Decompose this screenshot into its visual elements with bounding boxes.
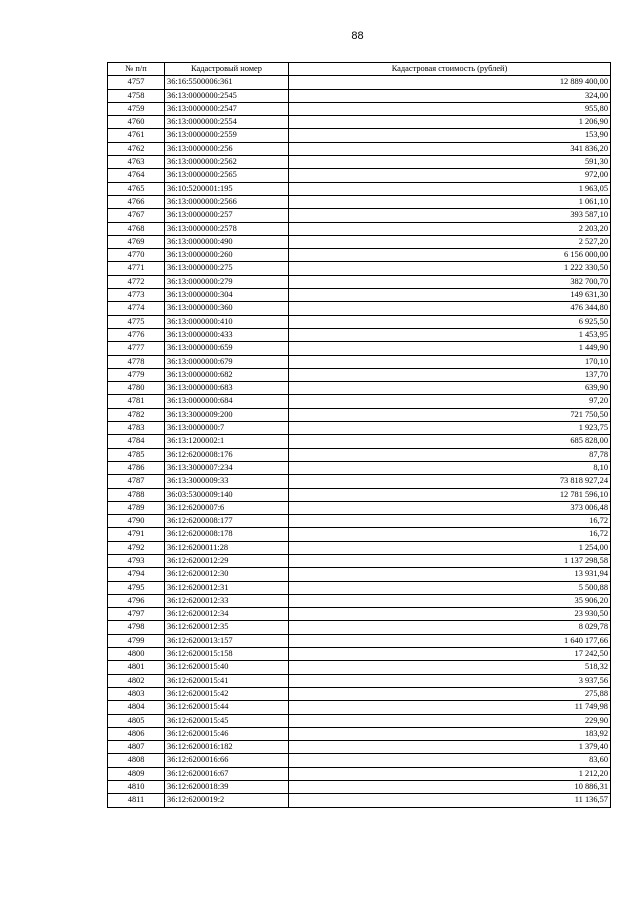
cadastral-value-cell: 10 886,31: [289, 781, 611, 794]
row-number-cell: 4764: [108, 169, 165, 182]
table-row: [108, 608, 611, 621]
cadastral-number-cell: 36:03:5300009:140: [165, 488, 289, 501]
table-row: [108, 368, 611, 381]
cadastral-number-cell: 36:13:0000000:2559: [165, 129, 289, 142]
row-number-cell: 4797: [108, 608, 165, 621]
cadastral-number-cell: 36:13:0000000:679: [165, 355, 289, 368]
cadastral-value-cell: 1 137 298,58: [289, 554, 611, 567]
row-number-cell: 4804: [108, 701, 165, 714]
cadastral-value-cell: 11 749,98: [289, 701, 611, 714]
cadastral-value-cell: 1 453,95: [289, 328, 611, 341]
table-row: [108, 249, 611, 262]
cadastral-value-cell: 639,90: [289, 382, 611, 395]
row-number-cell: 4799: [108, 634, 165, 647]
row-number-cell: 4807: [108, 741, 165, 754]
cadastral-value-cell: 955,80: [289, 102, 611, 115]
table-row: [108, 701, 611, 714]
row-number-cell: 4790: [108, 515, 165, 528]
table-row: [108, 222, 611, 235]
row-number-cell: 4796: [108, 594, 165, 607]
table-row: [108, 289, 611, 302]
cadastral-value-cell: 721 750,50: [289, 408, 611, 421]
row-number-cell: 4781: [108, 395, 165, 408]
cadastral-value-cell: 16,72: [289, 528, 611, 541]
cadastral-value-cell: 6 925,50: [289, 315, 611, 328]
row-number-cell: 4767: [108, 209, 165, 222]
table-row: [108, 714, 611, 727]
table-row: [108, 395, 611, 408]
cadastral-number-cell: 36:13:0000000:2545: [165, 89, 289, 102]
cadastral-number-cell: 36:13:0000000:490: [165, 235, 289, 248]
cadastral-number-cell: 36:12:6200019:2: [165, 794, 289, 807]
cadastral-number-cell: 36:13:0000000:682: [165, 368, 289, 381]
table-row: [108, 182, 611, 195]
cadastral-number-cell: 36:13:0000000:659: [165, 342, 289, 355]
table-row: [108, 767, 611, 780]
cadastral-value-cell: 16,72: [289, 515, 611, 528]
cadastral-value-cell: 1 923,75: [289, 422, 611, 435]
row-number-cell: 4805: [108, 714, 165, 727]
row-number-cell: 4779: [108, 368, 165, 381]
row-number-cell: 4801: [108, 661, 165, 674]
table-row: [108, 594, 611, 607]
cadastral-number-cell: 36:13:0000000:2566: [165, 195, 289, 208]
table-row: [108, 475, 611, 488]
cadastral-number-cell: 36:12:6200016:182: [165, 741, 289, 754]
cadastral-number-cell: 36:12:6200008:178: [165, 528, 289, 541]
cadastral-number-cell: 36:12:6200016:67: [165, 767, 289, 780]
table-row: [108, 794, 611, 807]
table-row: [108, 102, 611, 115]
table-row: [108, 461, 611, 474]
row-number-cell: 4810: [108, 781, 165, 794]
cadastral-number-cell: 36:13:0000000:275: [165, 262, 289, 275]
row-number-cell: 4762: [108, 142, 165, 155]
table-row: [108, 515, 611, 528]
table-row: [108, 422, 611, 435]
cadastral-value-cell: 83,60: [289, 754, 611, 767]
cadastral-number-cell: 36:16:5500006:361: [165, 76, 289, 89]
table-row: [108, 342, 611, 355]
cadastral-number-cell: 36:13:3000009:200: [165, 408, 289, 421]
table-row: [108, 621, 611, 634]
row-number-cell: 4792: [108, 541, 165, 554]
cadastral-value-cell: 1 222 330,50: [289, 262, 611, 275]
table-row: [108, 315, 611, 328]
table-row: [108, 648, 611, 661]
cadastral-value-cell: 35 906,20: [289, 594, 611, 607]
cadastral-number-cell: 36:13:0000000:2562: [165, 156, 289, 169]
table-row: [108, 634, 611, 647]
row-number-cell: 4811: [108, 794, 165, 807]
cadastral-number-cell: 36:12:6200007:6: [165, 501, 289, 514]
table-row: [108, 741, 611, 754]
table-header-row: [108, 63, 611, 76]
cadastral-value-cell: 1 061,10: [289, 195, 611, 208]
table-row: [108, 528, 611, 541]
cadastral-value-cell: 137,70: [289, 368, 611, 381]
cadastral-value-cell: 23 930,50: [289, 608, 611, 621]
row-number-cell: 4760: [108, 116, 165, 129]
cadastral-value-cell: 97,20: [289, 395, 611, 408]
table-row: [108, 488, 611, 501]
cadastral-value-cell: 1 212,20: [289, 767, 611, 780]
table-row: [108, 581, 611, 594]
table-row: [108, 275, 611, 288]
cadastral-value-cell: 324,00: [289, 89, 611, 102]
table-row: [108, 674, 611, 687]
cadastral-number-cell: 36:13:0000000:410: [165, 315, 289, 328]
cadastral-value-cell: 373 006,48: [289, 501, 611, 514]
cadastral-value-cell: 591,30: [289, 156, 611, 169]
cadastral-number-cell: 36:12:6200015:45: [165, 714, 289, 727]
cadastral-number-cell: 36:13:0000000:360: [165, 302, 289, 315]
row-number-cell: 4774: [108, 302, 165, 315]
row-number-cell: 4773: [108, 289, 165, 302]
row-number-cell: 4802: [108, 674, 165, 687]
cadastral-value-cell: 341 836,20: [289, 142, 611, 155]
page-number: 88: [351, 30, 364, 42]
row-number-cell: 4765: [108, 182, 165, 195]
cadastral-value-cell: 382 700,70: [289, 275, 611, 288]
cadastral-number-cell: 36:12:6200015:42: [165, 687, 289, 700]
cadastral-number-cell: 36:12:6200015:40: [165, 661, 289, 674]
table-row: [108, 355, 611, 368]
cadastral-value-cell: 13 931,94: [289, 568, 611, 581]
cadastral-value-cell: 8,10: [289, 461, 611, 474]
cadastral-value-cell: 1 254,00: [289, 541, 611, 554]
row-number-cell: 4808: [108, 754, 165, 767]
cadastral-value-cell: 275,88: [289, 687, 611, 700]
cadastral-number-cell: 36:13:0000000:260: [165, 249, 289, 262]
cadastral-value-cell: 685 828,00: [289, 435, 611, 448]
table-row: [108, 235, 611, 248]
table-row: [108, 754, 611, 767]
cadastral-number-cell: 36:12:6200016:66: [165, 754, 289, 767]
cadastral-number-cell: 36:13:0000000:279: [165, 275, 289, 288]
cadastral-value-cell: 1 449,90: [289, 342, 611, 355]
cadastral-number-cell: 36:13:3000007:234: [165, 461, 289, 474]
row-number-cell: 4757: [108, 76, 165, 89]
row-number-cell: 4768: [108, 222, 165, 235]
cadastral-value-cell: 12 889 400,00: [289, 76, 611, 89]
cadastral-number-cell: 36:13:0000000:683: [165, 382, 289, 395]
row-number-cell: 4785: [108, 448, 165, 461]
cadastral-value-cell: 12 781 596,10: [289, 488, 611, 501]
cadastral-number-cell: 36:12:6200015:46: [165, 727, 289, 740]
row-number-cell: 4787: [108, 475, 165, 488]
cadastral-number-cell: 36:13:0000000:2565: [165, 169, 289, 182]
cadastral-value-cell: 518,32: [289, 661, 611, 674]
table-row: [108, 328, 611, 341]
table-row: [108, 541, 611, 554]
row-number-cell: 4780: [108, 382, 165, 395]
table-row: [108, 116, 611, 129]
cadastral-number-cell: 36:13:0000000:2547: [165, 102, 289, 115]
row-number-cell: 4800: [108, 648, 165, 661]
table-row: [108, 129, 611, 142]
cadastral-value-cell: 1 206,90: [289, 116, 611, 129]
cadastral-number-cell: 36:12:6200015:41: [165, 674, 289, 687]
cadastral-number-cell: 36:12:6200012:29: [165, 554, 289, 567]
table-row: [108, 408, 611, 421]
cadastral-value-cell: 1 963,05: [289, 182, 611, 195]
row-number-cell: 4777: [108, 342, 165, 355]
table-row: [108, 568, 611, 581]
cadastral-value-cell: 2 203,20: [289, 222, 611, 235]
cadastral-number-cell: 36:12:6200012:34: [165, 608, 289, 621]
cadastral-value-cell: 11 136,57: [289, 794, 611, 807]
table-row: [108, 687, 611, 700]
table-row: [108, 302, 611, 315]
cadastral-value-cell: 153,90: [289, 129, 611, 142]
cadastral-number-cell: 36:12:6200018:39: [165, 781, 289, 794]
row-number-cell: 4771: [108, 262, 165, 275]
table-row: [108, 169, 611, 182]
row-number-cell: 4806: [108, 727, 165, 740]
cadastral-number-cell: 36:13:0000000:2554: [165, 116, 289, 129]
cadastral-value-cell: 3 937,56: [289, 674, 611, 687]
row-number-cell: 4772: [108, 275, 165, 288]
row-number-cell: 4794: [108, 568, 165, 581]
cadastral-value-cell: 393 587,10: [289, 209, 611, 222]
cadastral-number-cell: 36:13:3000009:33: [165, 475, 289, 488]
cadastral-value-cell: 229,90: [289, 714, 611, 727]
row-number-cell: 4766: [108, 195, 165, 208]
cadastral-number-cell: 36:12:6200008:177: [165, 515, 289, 528]
cadastral-number-cell: 36:10:5200001:195: [165, 182, 289, 195]
cadastral-number-cell: 36:13:0000000:257: [165, 209, 289, 222]
cadastral-number-cell: 36:13:0000000:256: [165, 142, 289, 155]
row-number-cell: 4788: [108, 488, 165, 501]
row-number-cell: 4783: [108, 422, 165, 435]
cadastral-value-cell: 6 156 000,00: [289, 249, 611, 262]
table-row: [108, 501, 611, 514]
cadastral-value-cell: 476 344,80: [289, 302, 611, 315]
column-header-row-number: № п/п: [108, 63, 165, 76]
row-number-cell: 4809: [108, 767, 165, 780]
cadastral-value-cell: 5 500,88: [289, 581, 611, 594]
cadastral-value-cell: 1 640 177,66: [289, 634, 611, 647]
row-number-cell: 4770: [108, 249, 165, 262]
cadastral-value-cell: 17 242,50: [289, 648, 611, 661]
cadastral-number-cell: 36:12:6200015:44: [165, 701, 289, 714]
row-number-cell: 4778: [108, 355, 165, 368]
cadastral-number-cell: 36:12:6200012:30: [165, 568, 289, 581]
cadastral-number-cell: 36:13:0000000:2578: [165, 222, 289, 235]
cadastral-value-cell: 170,10: [289, 355, 611, 368]
table-row: [108, 435, 611, 448]
row-number-cell: 4761: [108, 129, 165, 142]
cadastral-number-cell: 36:13:0000000:433: [165, 328, 289, 341]
table-body: [108, 76, 611, 807]
column-header-cadastral-value: Кадастровая стоимость (рублей): [289, 63, 611, 76]
table-row: [108, 781, 611, 794]
table-row: [108, 142, 611, 155]
row-number-cell: 4758: [108, 89, 165, 102]
cadastral-value-cell: 183,92: [289, 727, 611, 740]
row-number-cell: 4763: [108, 156, 165, 169]
cadastral-number-cell: 36:13:1200002:1: [165, 435, 289, 448]
cadastral-number-cell: 36:13:0000000:7: [165, 422, 289, 435]
column-header-cadastral-number: Кадастровый номер: [165, 63, 289, 76]
table-row: [108, 262, 611, 275]
table-row: [108, 209, 611, 222]
table-row: [108, 156, 611, 169]
cadastral-number-cell: 36:12:6200011:28: [165, 541, 289, 554]
row-number-cell: 4759: [108, 102, 165, 115]
cadastral-number-cell: 36:12:6200012:35: [165, 621, 289, 634]
table-row: [108, 554, 611, 567]
cadastral-value-table: [107, 62, 611, 808]
table-row: [108, 382, 611, 395]
cadastral-number-cell: 36:12:6200015:158: [165, 648, 289, 661]
cadastral-number-cell: 36:12:6200013:157: [165, 634, 289, 647]
table-row: [108, 661, 611, 674]
row-number-cell: 4793: [108, 554, 165, 567]
table-row: [108, 195, 611, 208]
cadastral-number-cell: 36:13:0000000:304: [165, 289, 289, 302]
row-number-cell: 4775: [108, 315, 165, 328]
cadastral-value-cell: 1 379,40: [289, 741, 611, 754]
cadastral-value-cell: 73 818 927,24: [289, 475, 611, 488]
row-number-cell: 4803: [108, 687, 165, 700]
row-number-cell: 4789: [108, 501, 165, 514]
row-number-cell: 4782: [108, 408, 165, 421]
row-number-cell: 4798: [108, 621, 165, 634]
cadastral-number-cell: 36:12:6200008:176: [165, 448, 289, 461]
cadastral-value-cell: 149 631,30: [289, 289, 611, 302]
cadastral-value-cell: 87,78: [289, 448, 611, 461]
cadastral-number-cell: 36:13:0000000:684: [165, 395, 289, 408]
cadastral-number-cell: 36:12:6200012:33: [165, 594, 289, 607]
cadastral-value-cell: 972,00: [289, 169, 611, 182]
row-number-cell: 4791: [108, 528, 165, 541]
table-row: [108, 76, 611, 89]
cadastral-value-cell: 8 029,78: [289, 621, 611, 634]
cadastral-number-cell: 36:12:6200012:31: [165, 581, 289, 594]
table-row: [108, 89, 611, 102]
row-number-cell: 4786: [108, 461, 165, 474]
table-row: [108, 448, 611, 461]
row-number-cell: 4784: [108, 435, 165, 448]
cadastral-value-cell: 2 527,20: [289, 235, 611, 248]
row-number-cell: 4795: [108, 581, 165, 594]
table-row: [108, 727, 611, 740]
row-number-cell: 4776: [108, 328, 165, 341]
row-number-cell: 4769: [108, 235, 165, 248]
